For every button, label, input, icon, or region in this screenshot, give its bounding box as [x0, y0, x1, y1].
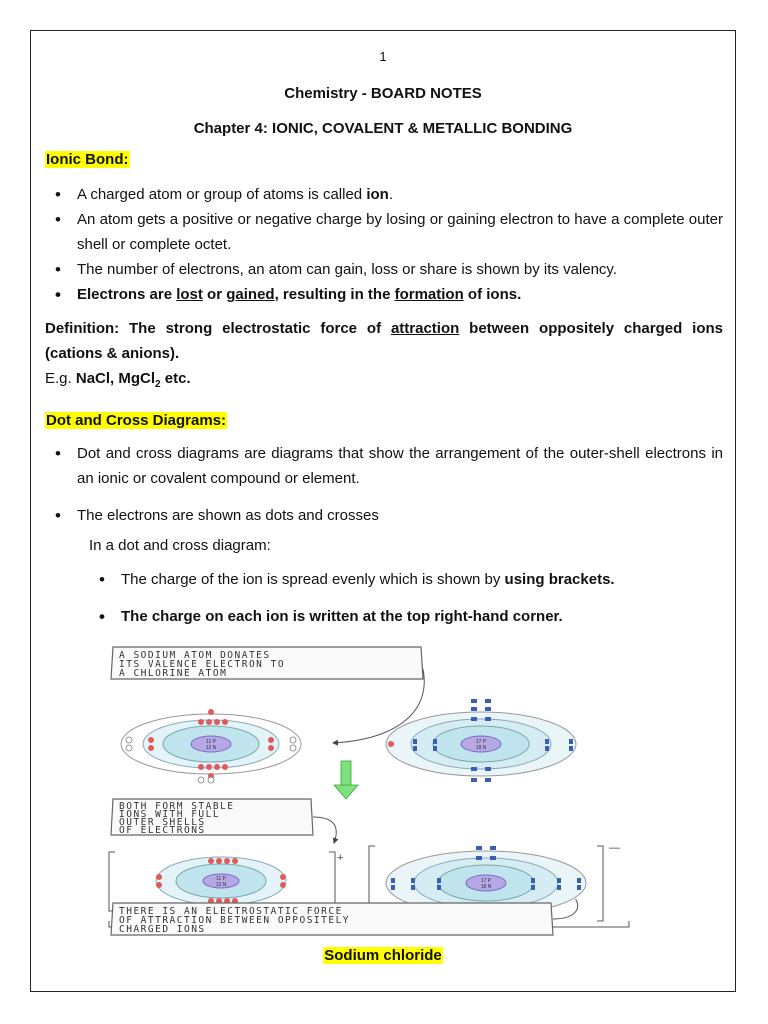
arrow-to-attraction — [551, 899, 578, 919]
green-down-arrow — [334, 761, 358, 799]
charge-plus: + — [337, 852, 344, 864]
attraction-callout — [101, 899, 661, 939]
nucleus-label: 11 P — [216, 876, 226, 882]
list-item: • The charge on each ion is written at the top right-hand corner. — [89, 604, 709, 629]
document-page — [30, 30, 736, 992]
dot-cross-bullet-list — [45, 441, 723, 540]
sodium-atom — [121, 709, 301, 783]
callout-text: CHARGED IONS — [119, 924, 206, 935]
sodium-chloride-diagram — [101, 639, 661, 939]
document-title: Chemistry - BOARD NOTES — [284, 85, 482, 102]
callout-text: OF ELECTRONS — [119, 825, 206, 836]
list-item: • A charged atom or group of atoms is called ion. — [45, 182, 723, 207]
nucleus-label: 12 N — [215, 882, 227, 888]
list-item: • The number of electrons, an atom can gain, loss or share is shown by its valency. — [45, 257, 723, 282]
callout-text: IONS WITH FULL — [119, 809, 221, 820]
nucleus-label: 17 P — [475, 739, 487, 745]
arrow-to-ions — [313, 817, 336, 843]
list-item: • The electrons are shown as dots and crosses — [45, 503, 723, 528]
figure-caption: Sodium chloride — [324, 947, 442, 964]
nucleus-label: 18 N — [475, 745, 487, 751]
list-item: • An atom gets a positive or negative charge by losing or gaining electron to have a complete outer shell or complete octet. — [45, 207, 723, 257]
callout-text: THERE IS AN ELECTROSTATIC FORCE — [119, 906, 343, 917]
example-line: E.g. NaCl, MgCl$_2$ etc. — [45, 370, 191, 390]
callout-text: A CHLORINE ATOM — [119, 668, 228, 679]
callout-text: ITS VALENCE ELECTRON TO — [119, 659, 286, 670]
dot-cross-heading: Dot and Cross Diagrams: — [46, 412, 227, 429]
nucleus-label: 11 P — [206, 739, 216, 745]
list-item: • Electrons are lost or gained, resulting in the formation of ions. — [45, 282, 723, 307]
callout-text: OUTER SHELLS — [119, 817, 206, 828]
ionic-bullet-list — [45, 182, 723, 307]
nucleus-label: 17 P — [480, 878, 492, 884]
list-item: • Dot and cross diagrams are diagrams that show the arrangement of the outer-shell electrons in an ionic or covalent compound or element. — [45, 441, 723, 491]
nucleus-label: 12 N — [205, 745, 217, 751]
list-item: • The charge of the ion is spread evenly which is shown by using brackets. — [89, 567, 709, 592]
callout-text: A SODIUM ATOM DONATES — [119, 650, 271, 661]
ionic-bond-heading: Ionic Bond: — [46, 151, 129, 168]
definition-paragraph: Definition: The strong electrostatic force of attraction between oppositely charged ions (cations & anions). — [45, 320, 723, 362]
charge-minus: — — [609, 842, 620, 854]
callout-text: BOTH FORM STABLE — [119, 801, 235, 812]
sub-bullet-list — [89, 567, 709, 641]
chapter-title: Chapter 4: IONIC, COVALENT & METALLIC BONDING — [193, 120, 573, 137]
dot-cross-intro: In a dot and cross diagram: — [89, 537, 271, 554]
nucleus-label: 18 N — [480, 884, 492, 890]
callout-text: OF ATTRACTION BETWEEN OPPOSITELY — [119, 915, 351, 926]
page-number: 1 — [379, 49, 387, 64]
